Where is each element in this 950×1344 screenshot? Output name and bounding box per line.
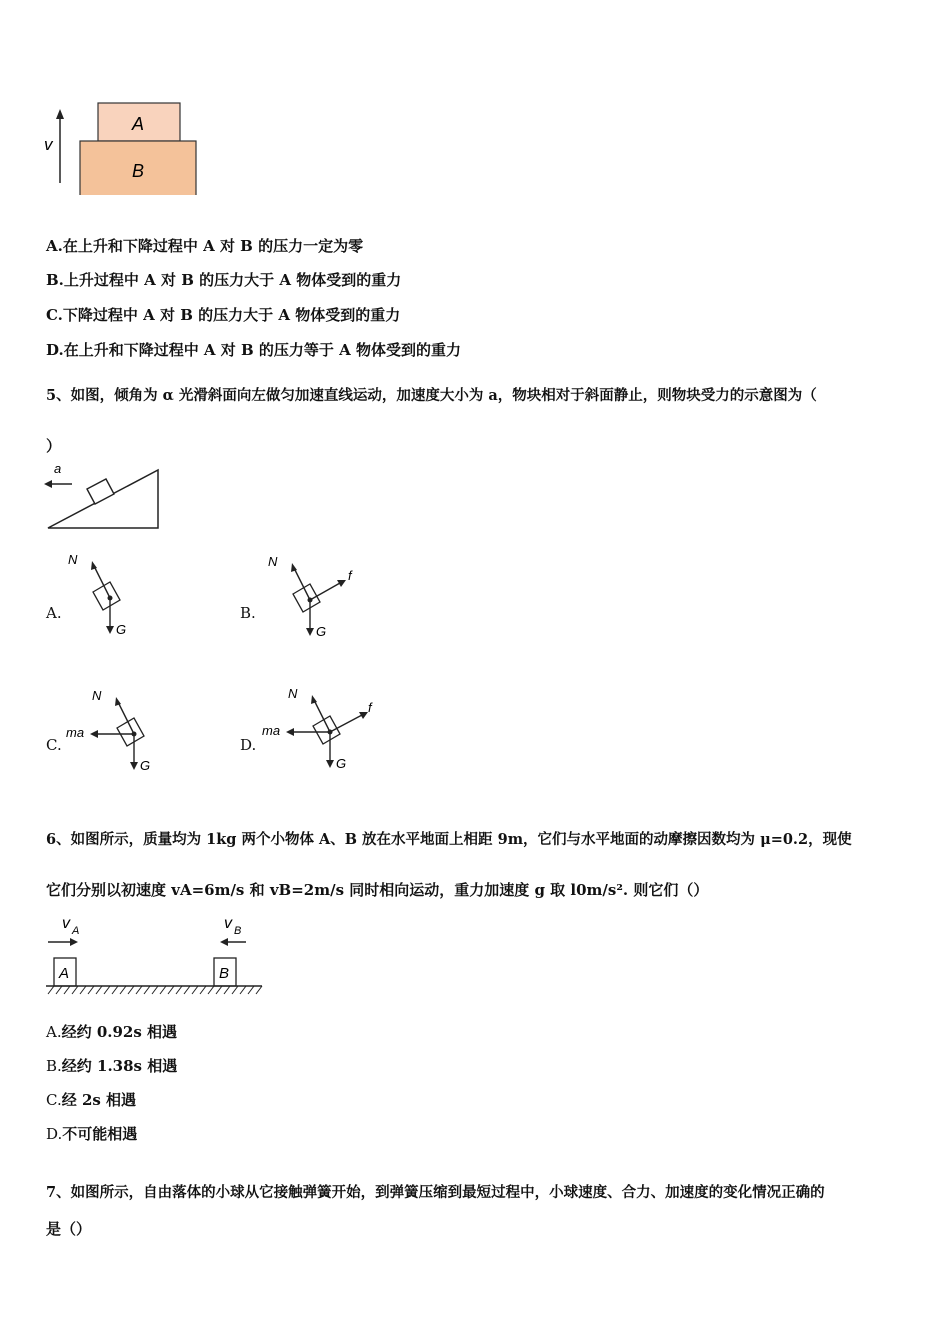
q5-option-c-label: C. [46,736,62,754]
q5-stem-line2: ） [46,437,62,455]
svg-text:A: A [72,925,80,937]
q6-stem-line2: 它们分别以初速度 vA=6m/s 和 vB=2m/s 同时相向运动，重力加速度 g 取 l0m/s². 则它们（） [46,881,709,899]
q5-option-a-label: A. [46,604,62,622]
svg-text:G: G [116,622,127,637]
svg-text:N: N [288,686,298,701]
q4-option-d: D.在上升和下降过程中 A 对 B 的压力等于 A 物体受到的重力 [46,341,461,359]
svg-text:G: G [140,758,151,773]
q5-stem-line1: 5、如图，倾角为 α 光滑斜面向左做匀加速直线运动，加速度大小为 a，物块相对于斜面静止，则物块受力的示意图为（ [46,387,817,404]
svg-text:A: A [59,965,70,982]
q5-option-a-diagram [62,548,142,643]
svg-text:v: v [224,915,232,932]
q4-option-a: A.在上升和下降过程中 A 对 B 的压力一定为零 [46,237,364,255]
svg-text:G: G [336,756,347,771]
incline-accel-label: a [54,461,62,476]
svg-text:G: G [316,624,327,639]
svg-text:f: f [368,700,372,715]
svg-text:B: B [219,965,230,982]
block-a-label: A [132,114,145,134]
velocity-label: v [44,135,53,154]
q5-option-b-diagram [262,550,362,645]
q5-option-c-diagram [62,684,162,779]
stacked-blocks-figure [40,95,210,195]
q4-option-c: C.下降过程中 A 对 B 的压力大于 A 物体受到的重力 [46,306,401,324]
svg-text:ma: ma [262,723,281,738]
q5-option-b-label: B. [240,604,256,622]
svg-text:v: v [62,915,70,932]
block-b-label: B [132,161,145,181]
incline-block [87,479,114,504]
q6-option-b: B.经约 1.38s 相遇 [46,1057,178,1075]
svg-text:N: N [68,552,78,567]
q7-stem-line1: 7、如图所示，自由落体的小球从它接触弹簧开始，到弹簧压缩到最短过程中，小球速度、合力、加速度的变化情况正确的 [46,1184,825,1201]
q6-option-c: C.经 2s 相遇 [46,1091,137,1109]
ground-hatching [48,986,262,994]
q7-stem-line2: 是（） [46,1220,92,1238]
incline-figure [40,458,170,533]
q6-option-a: A.经约 0.92s 相遇 [46,1023,178,1041]
q5-option-d-diagram [260,682,385,777]
svg-text:B: B [234,925,242,937]
svg-text:N: N [268,554,278,569]
q4-option-b: B.上升过程中 A 对 B 的压力大于 A 物体受到的重力 [46,271,402,289]
q6-stem-line1: 6、如图所示，质量均为 1kg 两个小物体 A、B 放在水平地面上相距 9m，它们与水平地面的动摩擦因数均为 μ=0.2，现使 [46,831,852,848]
q6-option-d: D.不可能相遇 [46,1125,138,1143]
svg-text:ma: ma [66,725,85,740]
velocity-arrowhead [56,109,64,119]
svg-text:f: f [348,568,352,583]
two-blocks-figure [40,908,270,1000]
svg-text:N: N [92,688,102,703]
q5-option-d-label: D. [240,736,257,754]
